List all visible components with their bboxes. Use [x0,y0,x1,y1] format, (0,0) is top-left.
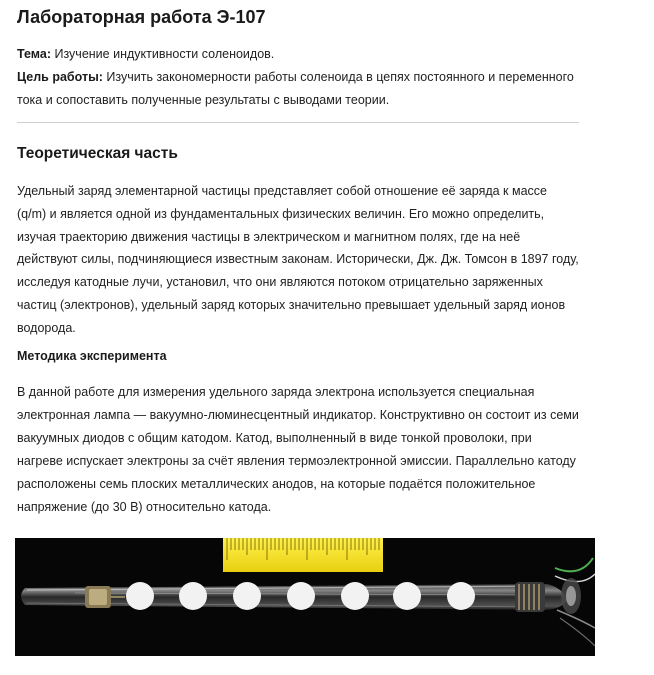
topic-label: Тема: [17,47,51,61]
anode-6 [393,582,421,610]
ruler [223,538,383,572]
topic-text: Изучение индуктивности соленоидов. [54,47,275,61]
goal-line [17,66,579,112]
anode-7 [447,582,475,610]
section-divider [17,122,579,123]
tube-photo [15,538,595,656]
goal-text: Изучить закономерности работы соленоида в цепях постоянного и переменного тока и сопоставить полученные результаты с выводами теории. [17,70,574,107]
topic-line [17,43,579,66]
lab-meta [17,43,579,112]
tube-illustration [15,538,595,656]
theory-paragraph: Удельный заряд элементарной частицы представляет собой отношение её заряда к массе (q/m) и является одной из фундаментальных физических величин. Его можно определить, изучая траекторию движения частицы в электрическом и магнитном полях, где на неё действуют силы, подчиняющиеся известным законам. Исторически, Дж. Дж. Томсон в 1897 году, исследуя катодные лучи, установил, что они являются потоком отрицательно заряженных частиц (электронов), удельный заряд которых значительно превышает удельный заряд ионов водорода. [17,184,579,335]
anode-3 [233,582,261,610]
method-paragraph: В данной работе для измерения удельного заряда электрона используется специальная электронная лампа — вакуумно-люминесцентный индикатор. Конструктивно он состоит из семи вакуумных диодов с общим катодом. Катод, выполненный в виде тонкой проволоки, при нагреве испускает электроны за счёт явления термоэлектронной эмиссии. Параллельно катоду расположены семь плоских металлических анодов, на которые подаётся положительное напряжение (до 30 В) относительно катода. [17,385,579,514]
page-title: Лабораторная работа Э-107 [17,7,266,27]
anode-2 [179,582,207,610]
goal-label: Цель работы: [17,70,103,84]
anode-1 [126,582,154,610]
anode-5 [341,582,369,610]
theory-heading: Теоретическая часть [17,145,178,162]
method-heading: Методика эксперимента [17,349,167,363]
anode-4 [287,582,315,610]
